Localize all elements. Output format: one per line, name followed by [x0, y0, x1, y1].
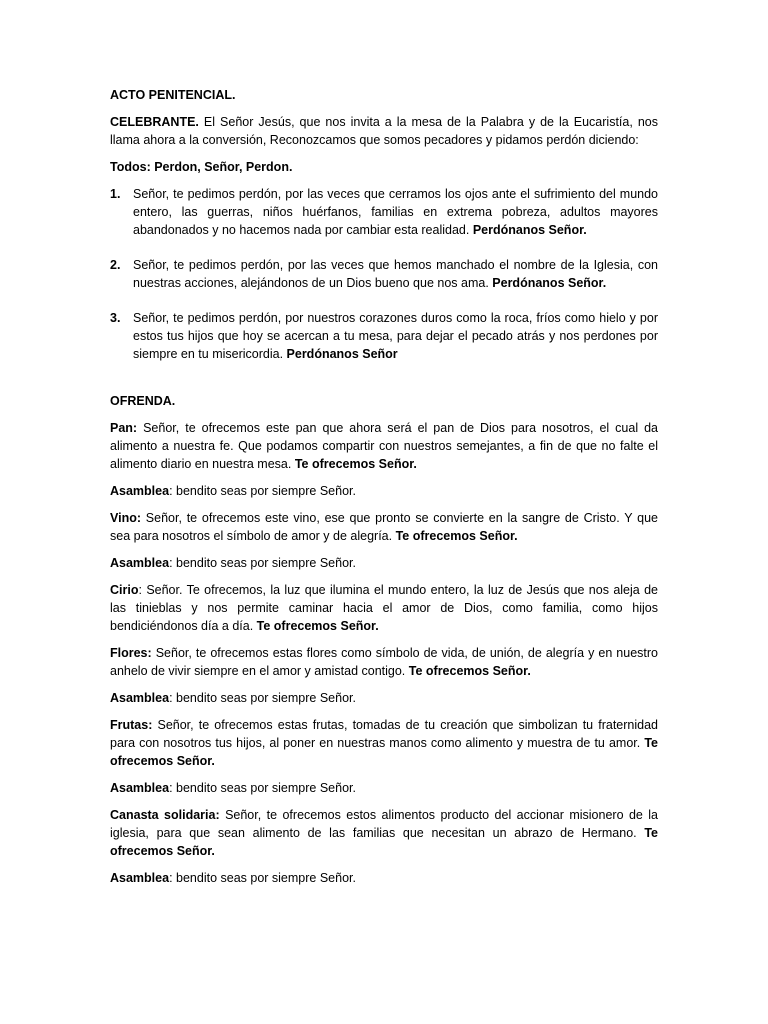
assembly-text: : bendito seas por siempre Señor. — [169, 556, 356, 570]
assembly-label: Asamblea — [110, 556, 170, 570]
document-content — [110, 86, 658, 896]
assembly-label: Asamblea — [110, 871, 170, 885]
offering-vino — [110, 509, 658, 545]
offering-label: Cirio — [110, 583, 139, 597]
offering-frutas — [110, 716, 658, 770]
petition-text: Señor, te pedimos perdón, por nuestros corazones duros como la roca, fríos como hielo y por estos tus hijos que hoy se acercan a tu mesa, para dejar el pecado atrás y nos perdones por siempre en tu misericordia. — [133, 311, 658, 361]
assembly-response — [110, 869, 658, 887]
petition-text: Señor, te pedimos perdón, por las veces que cerramos los ojos ante el sufrimiento del mundo entero, las guerras, niños huérfanos, familias en extrema pobreza, adultos mayores abandonados y no hacemos nada por cambiar esta realidad. — [133, 187, 658, 237]
offering-response: Te ofrecemos Señor. — [256, 619, 379, 633]
offering-text: Señor, te ofrecemos estas frutas, tomadas de tu creación que simbolizan tu fraternidad para con nosotros tus hijos, al poner en nuestras manos como alimento y muestra de tu amor. — [110, 718, 658, 750]
offering-text: Señor, te ofrecemos este pan que ahora será el pan de Dios para nosotros, el cual da alimento a nuestra fe. Que podamos compartir con nuestros semejantes, a fin de que no falte el alimento diario en nuestra mesa. — [110, 421, 658, 471]
offering-pan — [110, 419, 658, 473]
offering-text: Señor, te ofrecemos este vino, ese que pronto se convierte en la sangre de Cristo. Y que sea para nosotros el símbolo de amor y de alegría. — [110, 511, 658, 543]
offering-response: Te ofrecemos Señor. — [110, 826, 658, 858]
offering-text: Señor, te ofrecemos estas flores como símbolo de vida, de unión, de alegría y en nuestro anhelo de vivir siempre en el amor y amistad contigo. — [110, 646, 658, 678]
offering-response: Te ofrecemos Señor. — [294, 457, 417, 471]
offering-text: : Señor. Te ofrecemos, la luz que ilumina el mundo entero, la luz de Jesús que nos aleja de las tinieblas y nos permite caminar hacia el amor de Dios, como familia, como hijos bendiciéndonos día a día. — [110, 583, 658, 633]
offering-canasta — [110, 806, 658, 860]
petition-number: 3. — [110, 311, 121, 325]
assembly-response — [110, 482, 658, 500]
assembly-label: Asamblea — [110, 691, 170, 705]
offering-label: Pan: — [110, 421, 138, 435]
petition-number: 1. — [110, 187, 121, 201]
offering-text: Señor, te ofrecemos estos alimentos producto del accionar misionero de la iglesia, para que sean alimento de las familias que necesitan un abrazo de Hermano. — [110, 808, 658, 840]
offering-response: Te ofrecemos Señor. — [408, 664, 531, 678]
petition-list — [110, 185, 658, 363]
assembly-text: : bendito seas por siempre Señor. — [169, 871, 356, 885]
offering-label: Canasta solidaria: — [110, 808, 220, 822]
assembly-response — [110, 779, 658, 797]
offering-title: OFRENDA. — [110, 394, 176, 408]
offering-response: Te ofrecemos Señor. — [110, 736, 658, 768]
assembly-text: : bendito seas por siempre Señor. — [169, 691, 356, 705]
offering-response: Te ofrecemos Señor. — [395, 529, 518, 543]
offering-flores — [110, 644, 658, 680]
celebrant-text: El Señor Jesús, que nos invita a la mesa de la Palabra y de la Eucaristía, nos llama ahora a la conversión, Reconozcamos que somos pecadores y pidamos perdón diciendo: — [110, 115, 658, 147]
offering-cirio — [110, 581, 658, 635]
petition-response: Perdónanos Señor. — [472, 223, 587, 237]
assembly-response — [110, 554, 658, 572]
assembly-text: : bendito seas por siempre Señor. — [169, 484, 356, 498]
celebrant-paragraph — [110, 113, 658, 149]
offering-label: Flores: — [110, 646, 152, 660]
petition-item — [110, 185, 658, 239]
petition-response: Perdónanos Señor — [286, 347, 398, 361]
section-spacer — [110, 363, 658, 392]
petition-response: Perdónanos Señor. — [492, 276, 607, 290]
assembly-label: Asamblea — [110, 781, 170, 795]
petition-text: Señor, te pedimos perdón, por las veces que hemos manchado el nombre de la Iglesia, con nuestras acciones, alejándonos de un Dios bueno que nos ama. — [133, 258, 658, 290]
assembly-response — [110, 689, 658, 707]
offering-label: Vino: — [110, 511, 142, 525]
penitential-title: ACTO PENITENCIAL. — [110, 88, 236, 102]
assembly-label: Asamblea — [110, 484, 170, 498]
petition-number: 2. — [110, 258, 121, 272]
petition-item — [110, 309, 658, 363]
all-response: Todos: Perdon, Señor, Perdon. — [110, 160, 293, 174]
celebrant-label: CELEBRANTE. — [110, 115, 199, 129]
offering-label: Frutas: — [110, 718, 153, 732]
assembly-text: : bendito seas por siempre Señor. — [169, 781, 356, 795]
petition-item — [110, 256, 658, 292]
